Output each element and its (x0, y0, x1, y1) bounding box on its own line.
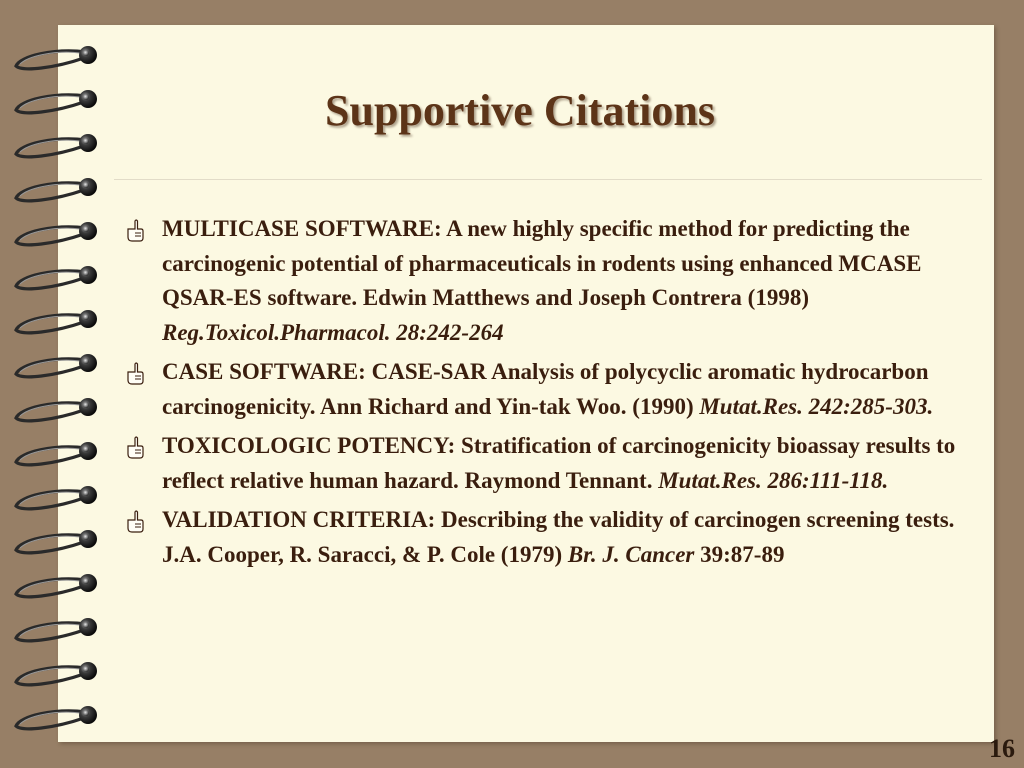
citation-text: VALIDATION CRITERIA: Describing the validity of carcinogen screening tests. J.A. Cooper, R. Saracci, & P. Cole (1979) (162, 507, 955, 567)
citation-reference: Br. J. Cancer (567, 541, 695, 567)
citation-reference: Mutat.Res. 242:285-303. (699, 393, 934, 419)
citation-item (120, 212, 980, 350)
citation-reference: Mutat.Res. 286:111-118. (658, 467, 889, 493)
hand-pointer-icon (124, 503, 146, 537)
citation-item (120, 429, 980, 498)
title-divider (114, 179, 982, 180)
citation-item (120, 355, 980, 424)
citation-list (120, 212, 980, 577)
citation-text: MULTICASE SOFTWARE: A new highly specific method for predicting the carcinogenic potential of pharmaceuticals in rodents using enhanced MCASE QSAR-ES software. Edwin Matthews and Joseph Contrera (1998) (162, 216, 922, 310)
citation-text: CASE SOFTWARE: CASE-SAR Analysis of polycyclic aromatic hydrocarbon carcinogenicity. Ann Richard and Yin-tak Woo. (1990) (162, 359, 929, 419)
page-number: 16 (989, 734, 1015, 763)
citation-text: TOXICOLOGIC POTENCY: Stratification of carcinogenicity bioassay results to reflect relative human hazard. Raymond Tennant. (162, 433, 956, 493)
hand-pointer-icon (124, 212, 146, 246)
citation-reference: Reg.Toxicol.Pharmacol. 28:242-264 (162, 319, 504, 345)
citation-tail: 39:87-89 (694, 541, 785, 567)
citation-item (120, 503, 980, 572)
spiral-binding (0, 0, 120, 768)
hand-pointer-icon (124, 355, 146, 389)
hand-pointer-icon (124, 429, 146, 463)
slide-title: Supportive Citations (325, 86, 715, 135)
